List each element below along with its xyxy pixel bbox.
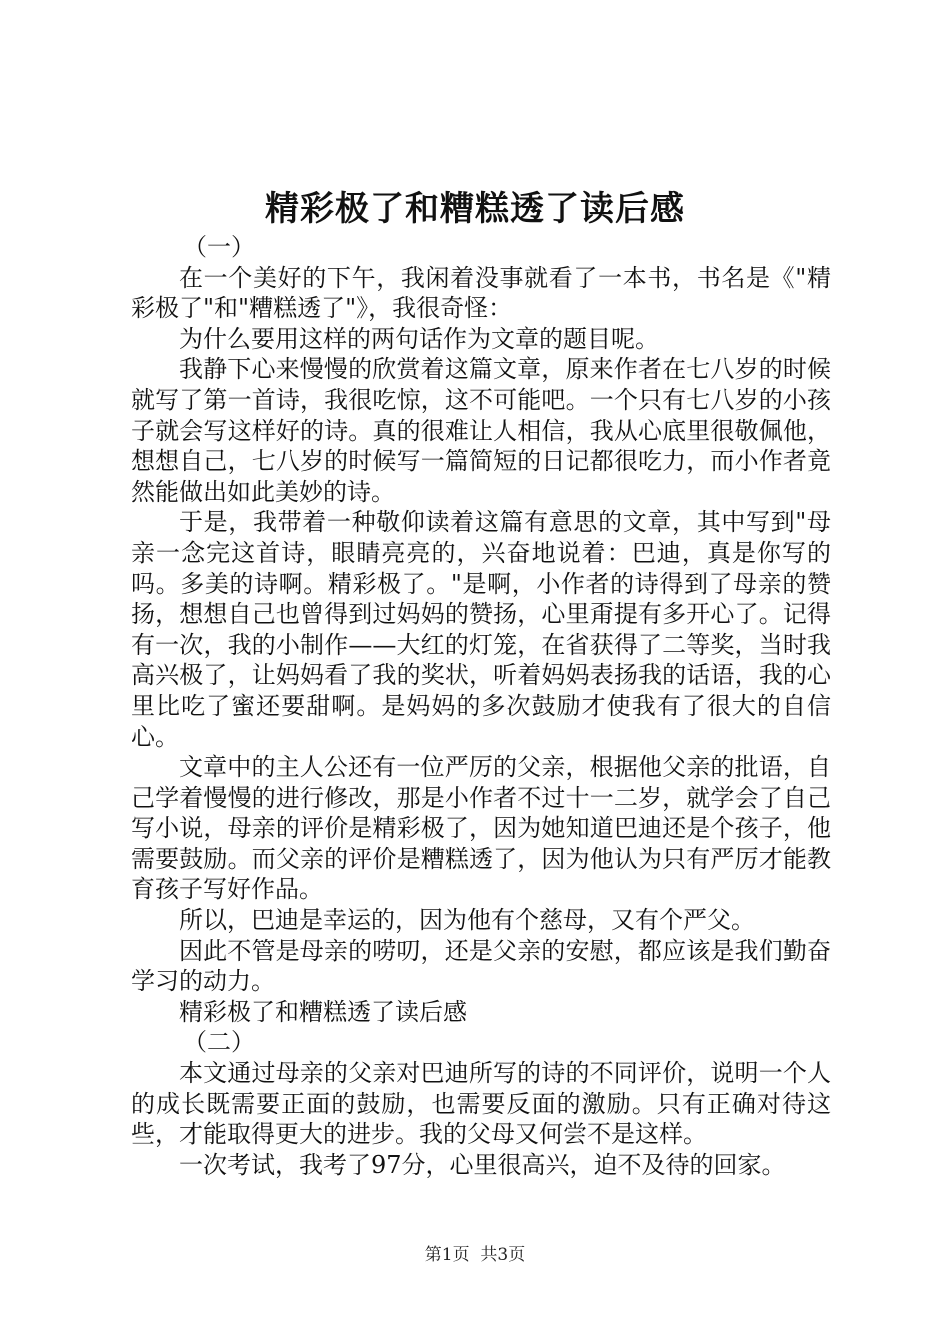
paragraph: 一次考试，我考了97分，心里很高兴，迫不及待的回家。 bbox=[179, 1150, 786, 1179]
paragraph: 为什么要用这样的两句话作为文章的题目呢。 bbox=[179, 324, 659, 353]
paragraph: 本文通过母亲的父亲对巴迪所写的诗的不同评价，说明一个人的成长既需要正面的鼓励，也需要反面的激励。只有正确对待这些，才能取得更大的进步。我的父母又何尝不是这样。 bbox=[131, 1059, 831, 1149]
section-label-two: （二） bbox=[183, 1028, 255, 1057]
page-footer bbox=[0, 1244, 950, 1266]
page-total: 共3页 bbox=[480, 1245, 526, 1265]
paragraph: 因此不管是母亲的唠叨，还是父亲的安慰，都应该是我们勤奋学习的动力。 bbox=[131, 936, 831, 996]
paragraph: 在一个美好的下午，我闲着没事就看了一本书，书名是《"精彩极了"和"糟糕透了"》，我很奇怪： bbox=[131, 263, 831, 323]
paragraph: 文章中的主人公还有一位严厉的父亲，根据他父亲的批语，自己学着慢慢的进行修改，那是小作者不过十一二岁，就学会了自己写小说，母亲的评价是精彩极了，因为她知道巴迪还是个孩子，他需要鼓励。而父亲的评价是糟糕透了，因为他认为只有严厉才能教育孩子写好作品。 bbox=[131, 753, 831, 904]
paragraph: 我静下心来慢慢的欣赏着这篇文章，原来作者在七八岁的时候就写了第一首诗，我很吃惊，这不可能吧。一个只有七八岁的小孩子就会写这样好的诗。真的很难让人相信，我从心底里很敬佩他，想想自己，七八岁的时候写一篇简短的日记都很吃力，而小作者竟然能做出如此美妙的诗。 bbox=[131, 355, 831, 506]
document-title: 精彩极了和糟糕透了读后感 bbox=[265, 189, 685, 229]
page-number: 第1页 bbox=[424, 1245, 470, 1265]
section-label-one: （一） bbox=[183, 233, 255, 261]
paragraph: 于是，我带着一种敬仰读着这篇有意思的文章，其中写到"母亲一念完这首诗，眼睛亮亮的，兴奋地说着：巴迪，真是你写的吗。多美的诗啊。精彩极了。"是啊，小作者的诗得到了母亲的赞扬，想想自己也曾得到过妈妈的赞扬，心里甭提有多开心了。记得有一次，我的小制作——大红的灯笼，在省获得了二等奖，当时我高兴极了，让妈妈看了我的奖状，听着妈妈表扬我的话语，我的心里比吃了蜜还要甜啊。是妈妈的多次鼓励才使我有了很大的自信心。 bbox=[131, 508, 831, 751]
paragraph: 所以，巴迪是幸运的，因为他有个慈母，又有个严父。 bbox=[179, 906, 755, 935]
document-body bbox=[131, 232, 831, 1180]
subtitle-repeat: 精彩极了和糟糕透了读后感 bbox=[179, 997, 467, 1026]
